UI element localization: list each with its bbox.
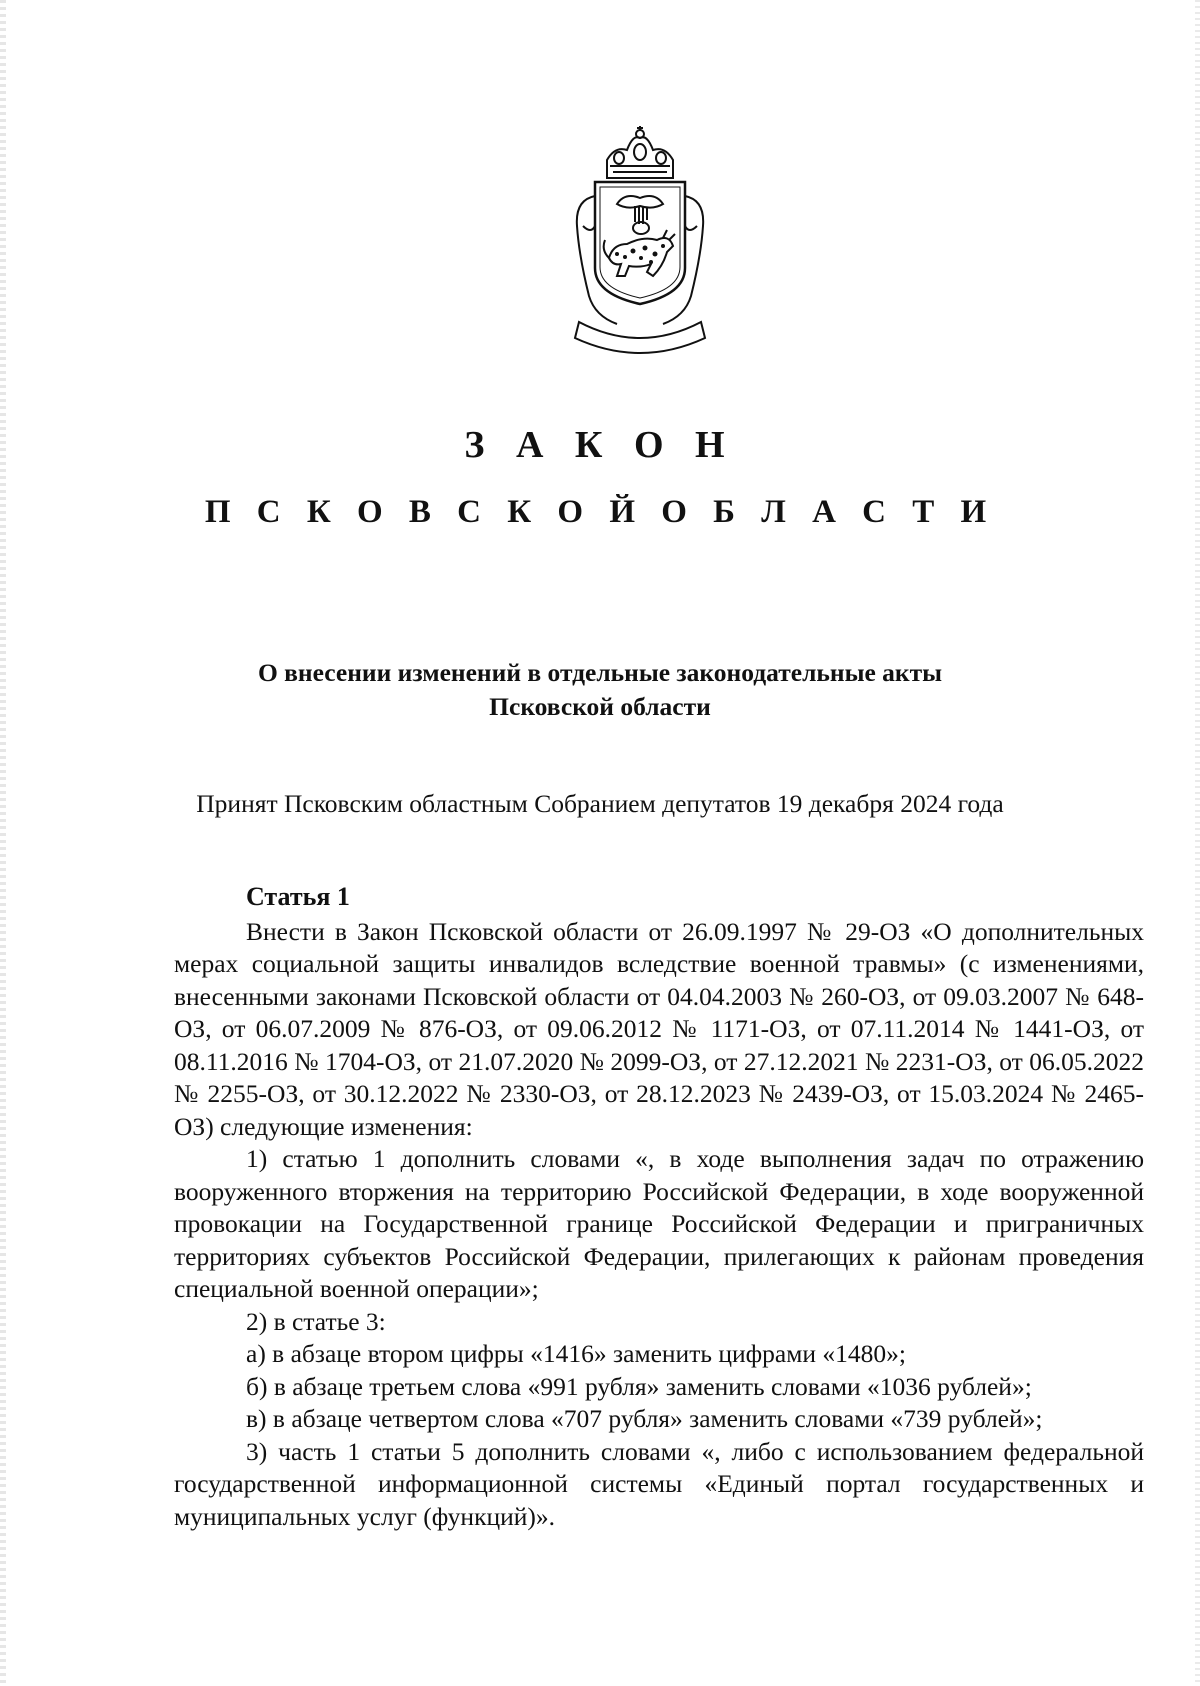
scan-edge-right	[1195, 0, 1200, 1686]
article-1	[174, 881, 1144, 1533]
law-region: П С К О В С К О Й О Б Л А С Т И	[204, 494, 996, 530]
article-intro: Внести в Закон Псковской области от 26.09.1997 № 29-ОЗ «О дополнительных мерах социальной защиты инвалидов вследствие военной травмы» (с изменениями, внесенными законами Псковской области от 04.04.2003 № 260-ОЗ, от 09.03.2007 № 648-ОЗ, от 06.07.2009 № 876-ОЗ, от 09.06.2012 № 1171-ОЗ, от 07.11.2014 № 1441-ОЗ, от 08.11.2016 № 1704-ОЗ, от 21.07.2020 № 2099-ОЗ, от 27.12.2021 № 2231-ОЗ, от 06.05.2022 № 2255-ОЗ, от 30.12.2022 № 2330-ОЗ, от 28.12.2023 № 2439-ОЗ, от 15.03.2024 № 2465-ОЗ) следующие изменения:	[174, 916, 1144, 1141]
pskov-coat-of-arms-icon	[555, 126, 725, 366]
scan-edge-left	[0, 0, 6, 1686]
law-title: З А К О Н	[464, 424, 736, 466]
article-title: Статья 1	[246, 882, 350, 911]
article-item-3: 3) часть 1 статьи 5 дополнить словами «, либо с использованием федеральной государственной информационной системы «Единый портал государственных и муниципальных услуг (функций)».	[174, 1436, 1144, 1531]
article-item-2a: а) в абзаце втором цифры «1416» заменить цифрами «1480»;	[246, 1339, 906, 1368]
heading-line-1: О внесении изменений в отдельные законодательные акты	[257, 658, 943, 687]
heading-line-2: Псковской области	[489, 692, 711, 721]
document-heading	[170, 656, 1030, 724]
adoption-line: Принят Псковским областным Собранием депутатов 19 декабря 2024 года	[196, 789, 1004, 818]
article-item-2: 2) в статье 3:	[246, 1306, 386, 1336]
article-item-2b: б) в абзаце третьем слова «991 рубля» заменить словами «1036 рублей»;	[246, 1371, 1032, 1401]
article-item-2c: в) в абзаце четвертом слова «707 рубля» заменить словами «739 рублей»;	[246, 1404, 1043, 1433]
article-item-1: 1) статью 1 дополнить словами «, в ходе выполнения задач по отражению вооруженного вторжения на территорию Российской Федерации, в ходе вооруженной провокации на Государственной границе Российской Федерации и приграничных территориях субъектов Российской Федерации, прилегающих к районам проведения специальной военной операции»;	[174, 1144, 1144, 1303]
